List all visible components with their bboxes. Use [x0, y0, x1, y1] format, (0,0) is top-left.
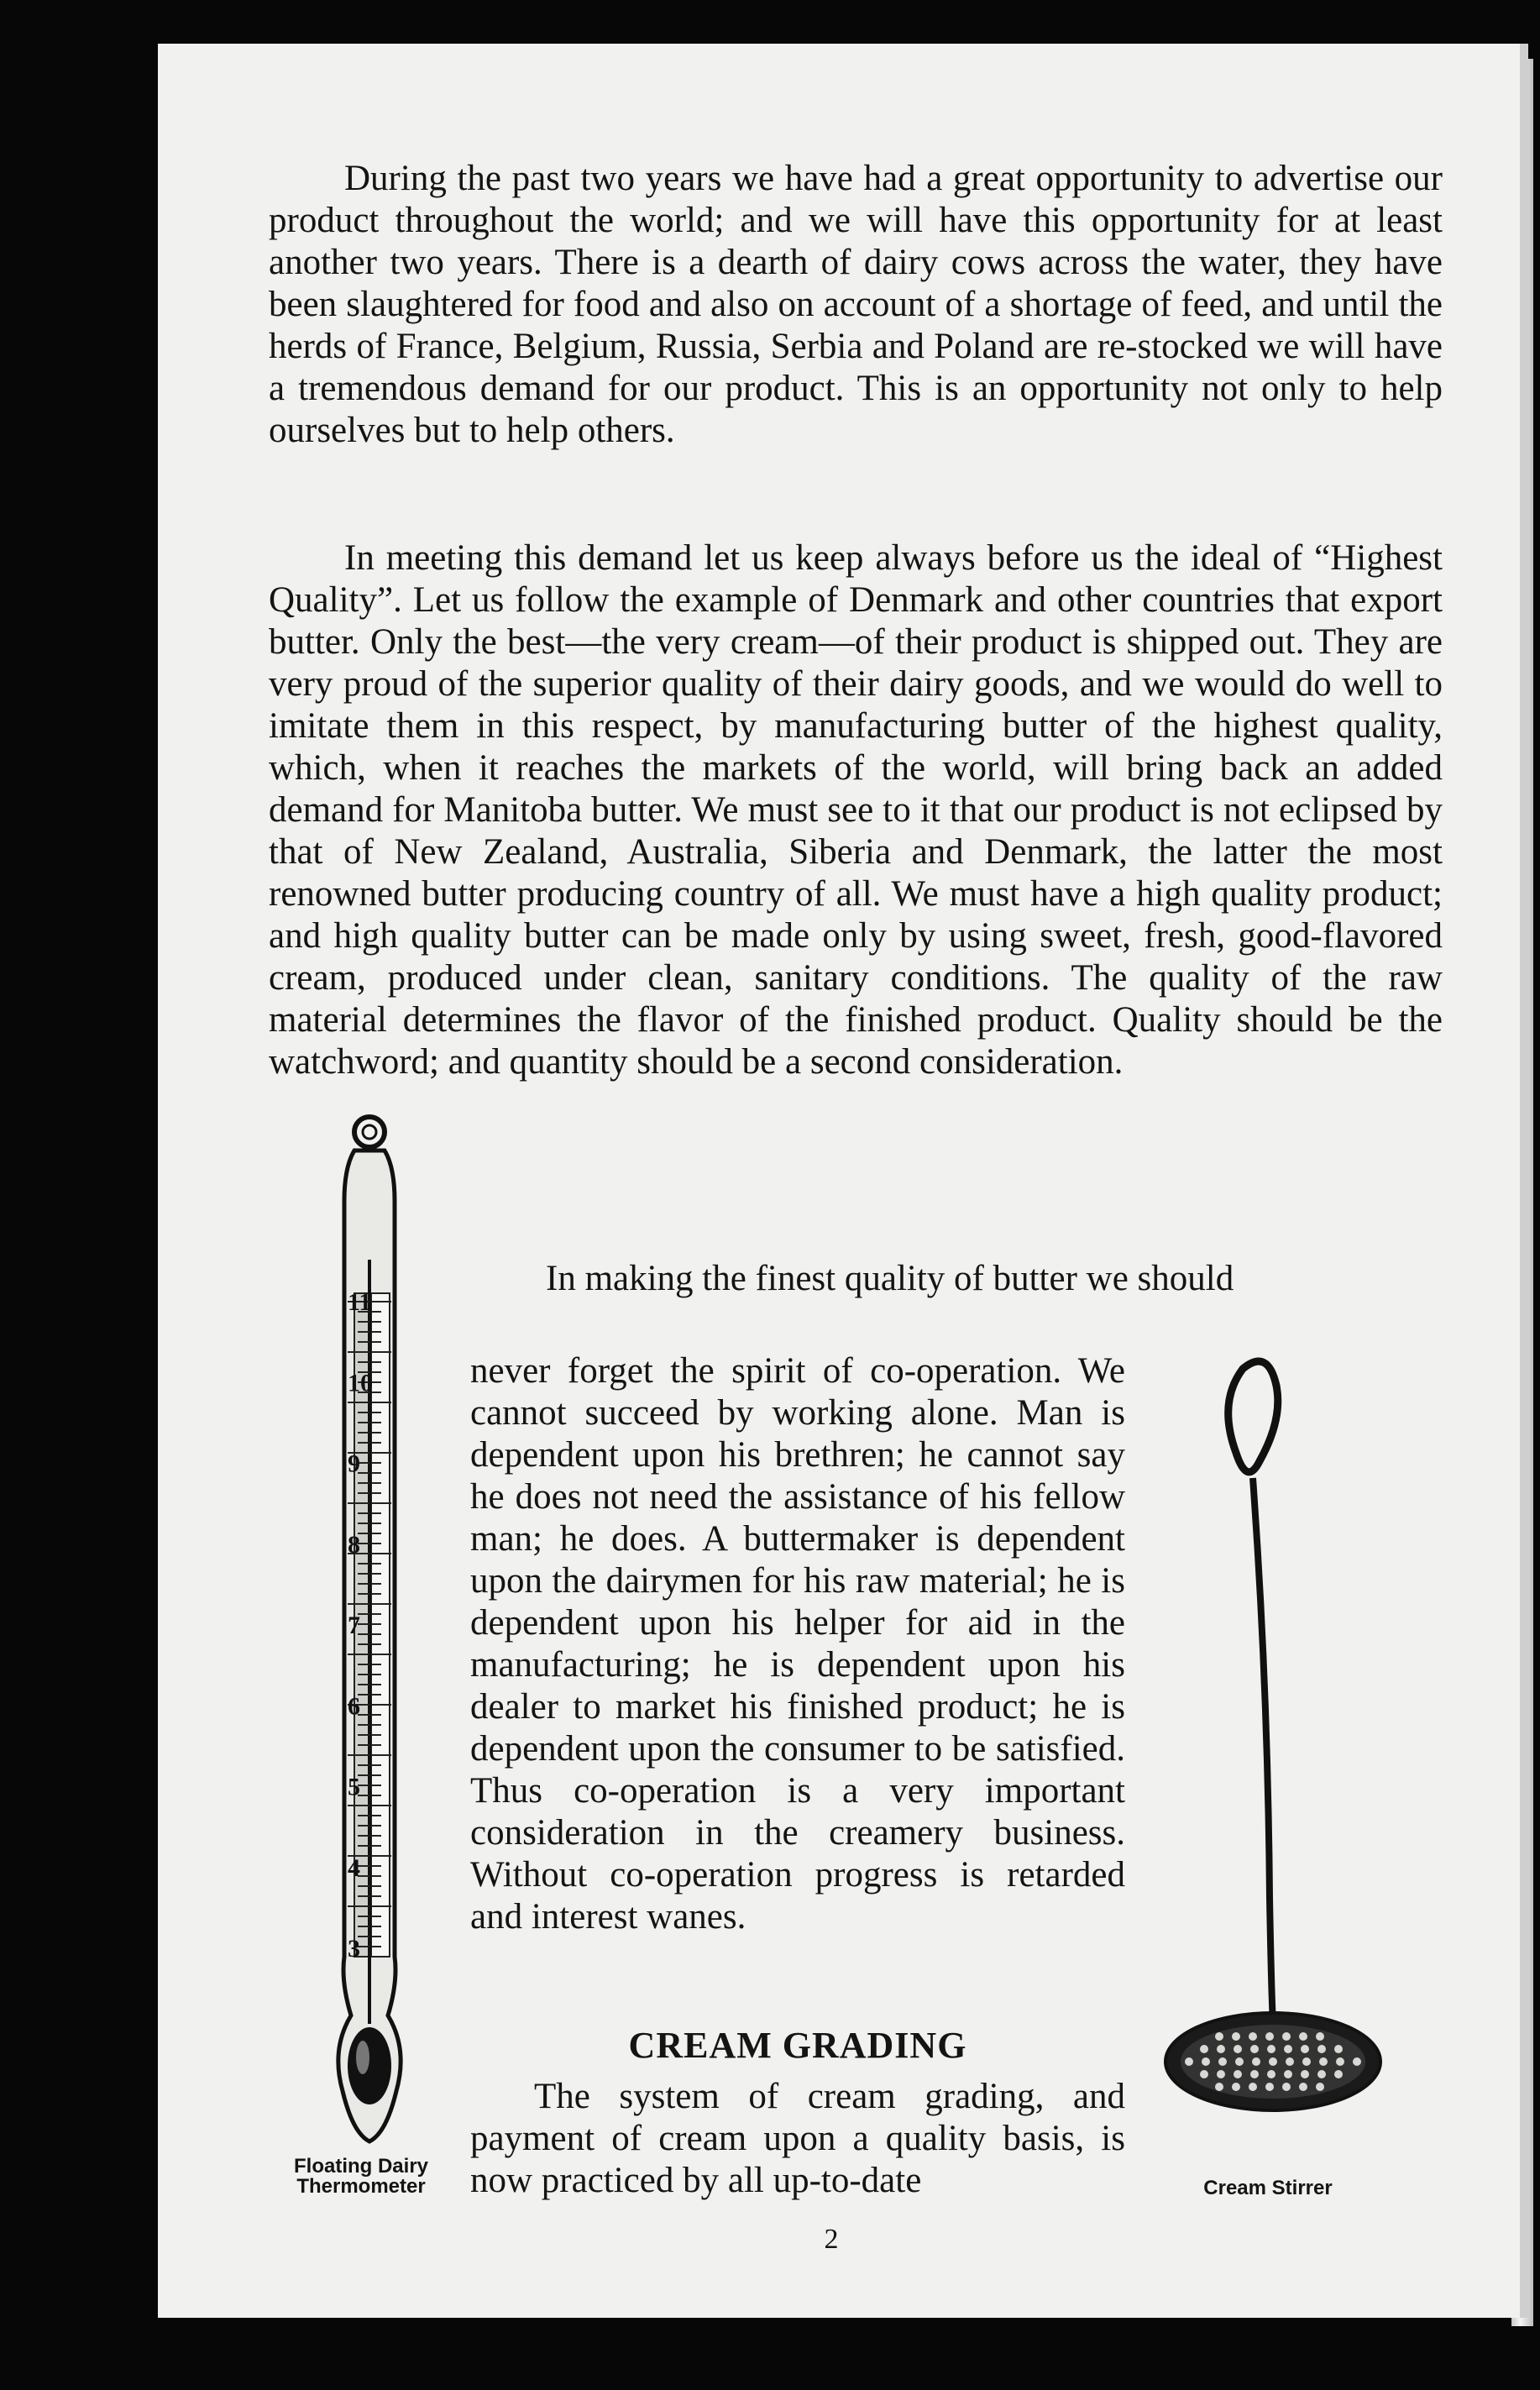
stirrer-hole: [1301, 2070, 1309, 2078]
section-heading-cream-grading: CREAM GRADING: [628, 2025, 967, 2066]
paragraph-opportunity-text: During the past two years we have had a great opportunity to advertise our product throughout the world; and we will have this opportunity for at least another two years. There is a dearth of dairy cows across the water, they have been slaughtered for food and also on account of a shortage of feed, and until the herds of France, Belgium, Russia, Serbia and Poland are re-stocked we will have a tremendous demand for our product. This is an opportunity not only to help ourselves but to help others.: [269, 159, 1443, 450]
stirrer-hole: [1265, 2083, 1274, 2091]
thermometer-scale-label: 6: [348, 1692, 360, 1721]
stirrer-hole: [1234, 2045, 1242, 2053]
thermometer-scale-label: 8: [348, 1530, 360, 1559]
stirrer-hole: [1302, 2057, 1311, 2066]
stirrer-hole: [1316, 2083, 1324, 2091]
stirrer-hole: [1286, 2057, 1294, 2066]
stirrer-hole: [1334, 2045, 1343, 2053]
cream-stirrer-illustration: [1159, 1352, 1385, 2158]
paragraph-highest-quality-text: In meeting this demand let us keep always before us the ideal of “Highest Quality”. Let us follow the example of Denmark and other countries that export butter. Only the best—the very cream—of their product is shipped out. They are very proud of the superior quality of their dairy goods, and we would do well to imitate them in this respect, by manufacturing butter of the highest quality, which, when it reaches the markets of the world, will bring back an added demand for Manitoba butter. We must see to it that our product is not eclipsed by that of New Zealand, Australia, Siberia and Denmark, the latter the most renowned butter producing country of all. We must have a high quality product; and high quality butter can be made only by using sweet, fresh, good-flavored cream, produced under clean, sanitary conditions. The quality of the raw material determines the flavor of the finished product. Quality should be the watchword; and quantity should be a second consideration.: [269, 538, 1443, 1082]
page-number: 2: [824, 2224, 839, 2255]
thermometer-caption: Floating Dairy Thermometer: [293, 2155, 429, 2198]
stirrer-hole: [1215, 2083, 1223, 2091]
paragraph-cream-grading-text: The system of cream grading, and payment of cream upon a quality basis, is now practiced by all up-to-date: [470, 2077, 1125, 2200]
stirrer-hole: [1217, 2045, 1225, 2053]
paragraph-co-operation-first-line: [470, 1258, 1443, 1300]
paragraph-co-operation-first-line-text: In making the finest quality of butter we should: [546, 1259, 1234, 1298]
paragraph-opportunity: [269, 158, 1443, 452]
stirrer-hole: [1249, 2032, 1257, 2041]
stirrer-hole: [1200, 2045, 1208, 2053]
stirrer-hole: [1267, 2045, 1275, 2053]
stirrer-hole: [1269, 2057, 1277, 2066]
stirrer-hole: [1317, 2045, 1326, 2053]
thermometer-scale-label: 5: [348, 1773, 360, 1801]
paragraph-cream-grading: [470, 2076, 1125, 2202]
stirrer-hole: [1319, 2057, 1328, 2066]
stirrer-hole: [1249, 2083, 1257, 2091]
stirrer-hole: [1301, 2045, 1309, 2053]
stirrer-hole: [1282, 2032, 1291, 2041]
stirrer-hole: [1235, 2057, 1244, 2066]
stirrer-hole: [1334, 2070, 1343, 2078]
stirrer-hole: [1353, 2057, 1361, 2066]
stirrer-hole: [1202, 2057, 1210, 2066]
stirrer-hole: [1316, 2032, 1324, 2041]
stirrer-hole: [1336, 2057, 1344, 2066]
thermometer-scale-label: 11: [348, 1288, 372, 1316]
stirrer-hole: [1317, 2070, 1326, 2078]
stirrer-hole: [1252, 2057, 1260, 2066]
thermometer-scale-label: 10: [348, 1369, 373, 1397]
stirrer-hole: [1234, 2070, 1242, 2078]
stirrer-hole: [1265, 2032, 1274, 2041]
stirrer-hole: [1284, 2070, 1292, 2078]
stirrer-hole: [1200, 2070, 1208, 2078]
stirrer-hole: [1185, 2057, 1193, 2066]
paragraph-highest-quality: [269, 537, 1443, 1083]
stirrer-hole: [1250, 2045, 1259, 2053]
stirrer-hole: [1282, 2083, 1291, 2091]
paragraph-co-operation: never forget the spirit of co-operation. We cannot succeed by working alone. Man is dependent upon his brethren; he cannot say he does not need the assistance of his fellow man; he does. A buttermaker is dependent upon the dairymen for his raw material; he is dependent upon his helper for aid in the manufacturing; he is dependent upon his dealer to market his finished product; he is dependent upon the consumer to be satisfied. Thus co-operation is a very important consideration in the creamery business. Without co-operation progress is retarded and interest wanes.: [470, 1351, 1125, 1937]
stirrer-hole: [1232, 2032, 1240, 2041]
stirrer-hole: [1299, 2083, 1307, 2091]
stirrer-hole: [1215, 2032, 1223, 2041]
stirrer-hole: [1284, 2045, 1292, 2053]
stirrer-hole: [1218, 2057, 1227, 2066]
stirrer-hole: [1299, 2032, 1307, 2041]
thermometer-scale-label: 4: [348, 1853, 360, 1882]
stirrer-caption: Cream Stirrer: [1203, 2177, 1333, 2199]
thermometer-scale-label: 7: [348, 1612, 360, 1639]
thermometer-illustration: [311, 1109, 428, 2150]
stirrer-hole: [1217, 2070, 1225, 2078]
stirrer-hole: [1232, 2083, 1240, 2091]
stirrer-hole: [1267, 2070, 1275, 2078]
thermometer-scale-label: 3: [348, 1935, 360, 1963]
stirrer-hole: [1250, 2070, 1259, 2078]
thermometer-scale-label: 9: [348, 1449, 360, 1478]
